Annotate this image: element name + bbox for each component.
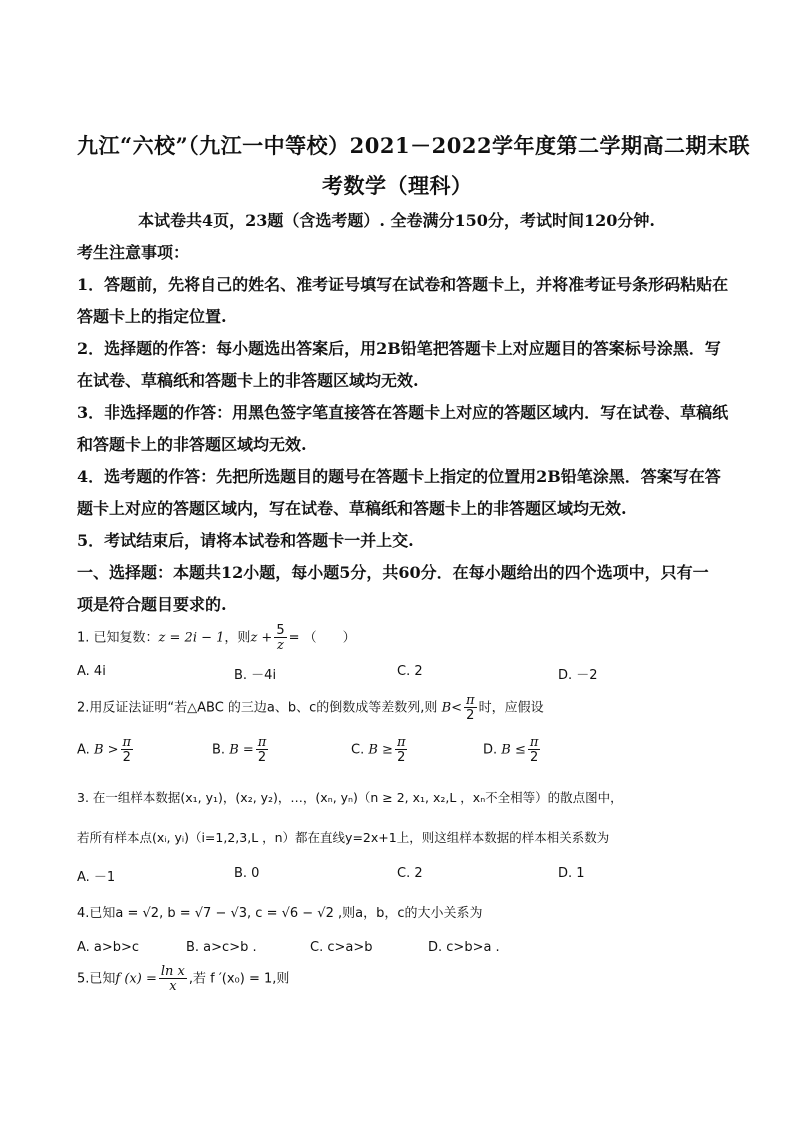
q2-frac-den: 2 — [464, 707, 477, 722]
q4-option-c: C. c>a>b — [310, 940, 373, 955]
title-line-1: 九江“六校”（九江一中等校）2021－2022学年度第二学期高二期末联 — [77, 133, 751, 158]
q2-c-rel: B ≥ — [368, 742, 393, 758]
q2-a-label: A. — [77, 742, 90, 758]
q2-a-den: 2 — [121, 749, 134, 764]
q4-stem: 4.已知a = √2, b = √7 − √3, c = √6 − √2 ,则a，b，c的大小关系为 — [77, 906, 483, 921]
q1-mid: ，则 — [224, 630, 251, 646]
q5-fx: f (x) = — [115, 971, 157, 987]
q3-option-b: B. 0 — [234, 866, 260, 881]
q1-option-a: A. 4i — [77, 664, 106, 679]
q2-c-frac — [395, 736, 408, 764]
note-5: 5．考试结束后，请将本试卷和答题卡一并上交. — [77, 531, 414, 550]
q3-line-1: 3. 在一组样本数据(x₁, y₁)，(x₂, y₂)，…，(xₙ, yₙ)（n ≥ 2, x₁, x₂,L ，xₙ不全相等）的散点图中， — [77, 790, 623, 805]
q2-d-frac — [528, 736, 541, 764]
q2-d-den: 2 — [528, 749, 541, 764]
note-1-line-1: 1．答题前，先将自己的姓名、准考证号填写在试卷和答题卡上，并将准考证号条形码粘贴在 — [77, 275, 729, 294]
q1-frac-num: 5 — [276, 623, 285, 638]
q3-option-d: D. 1 — [558, 866, 585, 881]
q2-c-num: π — [396, 735, 406, 750]
q4-option-b: B. a>c>b . — [186, 940, 257, 955]
q2-option-a — [77, 736, 135, 764]
question-1 — [77, 624, 356, 652]
q4-option-d: D. c>b>a . — [428, 940, 500, 955]
q2-b-num: π — [257, 735, 267, 750]
note-3-line-1: 3．非选择题的作答：用黑色签字笔直接答在答题卡上对应的答题区域内．写在试卷、草稿纸 — [77, 403, 729, 422]
q2-frac-num: π — [466, 693, 475, 708]
q2-b-label: B. — [212, 742, 226, 758]
q3-option-c: C. 2 — [397, 866, 423, 881]
q2-a-frac — [121, 736, 134, 764]
q2-c-label: C. — [351, 742, 365, 758]
q1-option-b: B. －4i — [234, 668, 277, 683]
q2-option-b — [212, 736, 270, 764]
question-2 — [77, 694, 544, 722]
title-line-2: 考数学（理科） — [322, 173, 473, 198]
q2-option-d — [483, 736, 542, 764]
q5-frac-den: x — [159, 978, 187, 993]
q2-b-frac — [256, 736, 269, 764]
q5-prefix: 5.已知 — [77, 971, 116, 987]
note-4-line-1: 4．选考题的作答：先把所选题目的题号在答题卡上指定的位置用2B铅笔涂黑．答案写在答 — [77, 467, 721, 486]
q5-tail: ,若 f ′(x₀) = 1,则 — [188, 971, 290, 987]
q5-frac-num: ln x — [160, 964, 185, 979]
q2-option-c — [351, 736, 409, 764]
q1-equation: z = 2i − 1 — [158, 630, 225, 646]
q1-option-c: C. 2 — [397, 664, 423, 679]
note-3-line-2: 和答题卡上的非答题区域均无效. — [77, 435, 307, 454]
q1-z: z + — [250, 630, 273, 646]
note-1-line-2: 答题卡上的指定位置. — [77, 307, 227, 326]
note-4-line-2: 题卡上对应的答题区域内，写在试卷、草稿纸和答题卡上的非答题区域均无效. — [77, 499, 627, 518]
q1-tail: = （ ） — [288, 630, 356, 646]
q1-option-d: D. －2 — [558, 668, 598, 683]
question-5 — [77, 965, 289, 993]
q2-c-den: 2 — [395, 749, 408, 764]
q2-a-rel: B > — [93, 742, 119, 758]
q2-fraction — [464, 694, 477, 722]
q1-frac-den: z — [274, 637, 286, 652]
note-2-line-1: 2．选择题的作答：每小题选出答案后，用2B铅笔把答题卡上对应题目的答案标号涂黑．写 — [77, 339, 721, 358]
q2-d-label: D. — [483, 742, 498, 758]
q1-fraction — [274, 624, 286, 652]
note-2-line-2: 在试卷、草稿纸和答题卡上的非答题区域均无效. — [77, 371, 419, 390]
q3-option-a: A. －1 — [77, 870, 116, 885]
q2-b-den: 2 — [256, 749, 269, 764]
q2-lhs: B< — [441, 700, 463, 716]
q2-d-num: π — [529, 735, 539, 750]
q2-d-rel: B ≤ — [501, 742, 526, 758]
q5-fraction — [159, 965, 187, 993]
q2-a-num: π — [122, 735, 132, 750]
section-heading-line-2: 项是符合题目要求的. — [77, 595, 227, 614]
notes-heading: 考生注意事项： — [77, 243, 190, 262]
intro-text: 本试卷共4页，23题（含选考题）. 全卷满分150分，考试时间120分钟. — [138, 211, 655, 230]
section-heading-line-1: 一、选择题：本题共12小题，每小题5分，共60分．在每小题给出的四个选项中，只有一 — [77, 563, 709, 582]
q2-tail: 时，应假设 — [478, 700, 544, 716]
q4-option-a: A. a>b>c — [77, 940, 140, 955]
q2-b-rel: B = — [229, 742, 254, 758]
q1-prefix: 1. 已知复数： — [77, 630, 159, 646]
q3-line-2: 若所有样本点(xᵢ, yᵢ)（i=1,2,3,L ，n）都在直线y=2x+1上，则这组样本数据的样本相关系数为 — [77, 830, 610, 845]
q2-text: 2.用反证法证明“若△ABC 的三边a、b、c的倒数成等差数列,则 — [77, 700, 438, 716]
